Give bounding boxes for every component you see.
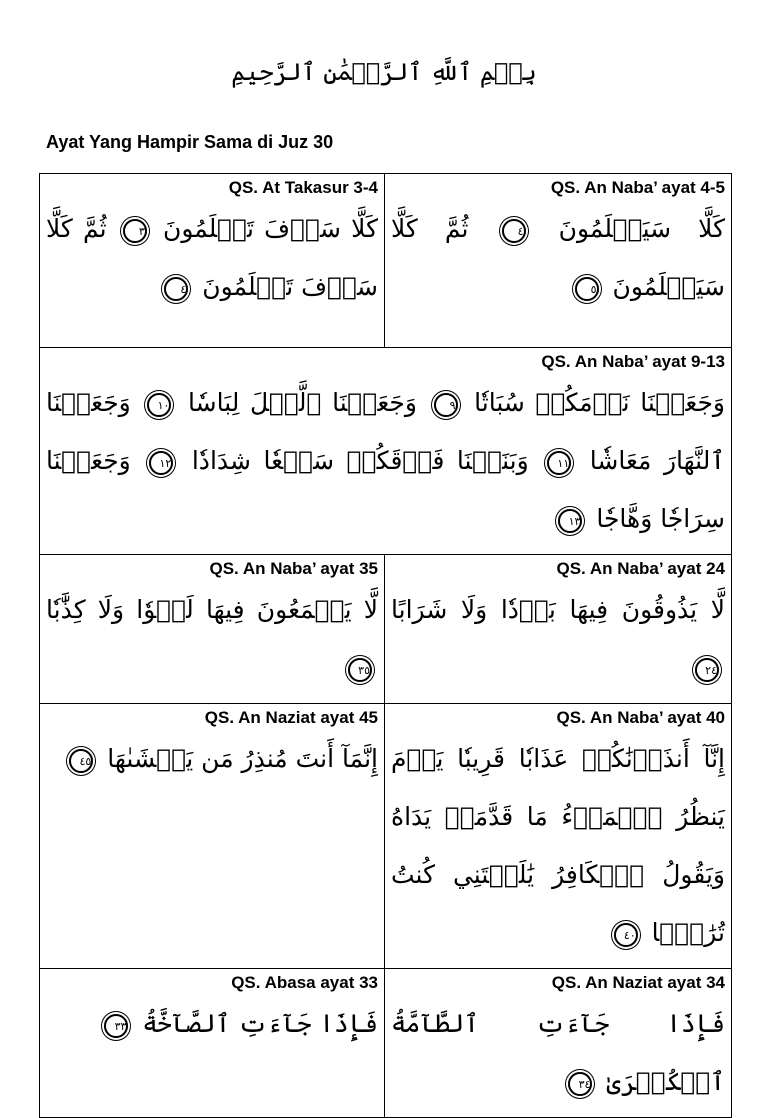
verse-text: كَلَّا سَيَعۡلَمُونَ [558, 214, 725, 243]
surah-reference: QS. An Naziat ayat 45 [204, 708, 378, 727]
verse-cell [385, 969, 732, 1118]
verse-text: وَبَنَيۡنَا فَوۡقَكُمۡ سَبۡعٗا شِدَادٗا [191, 446, 529, 475]
ayah-number-marker: ٣٤ [568, 1072, 592, 1096]
verse-cell [385, 555, 732, 704]
verse-comparison-table [39, 173, 732, 1118]
verse-cell [385, 704, 732, 969]
ayah-number-marker: ١١ [547, 451, 571, 475]
verse-text: كَلَّا سَوۡفَ تَعۡلَمُونَ [162, 214, 378, 243]
ayah-number-marker: ٣٣ [104, 1014, 128, 1038]
arabic-verse-text [46, 200, 378, 316]
verse-cell [40, 555, 385, 704]
ayah-number-marker: ٤ [502, 219, 526, 243]
arabic-verse-text [391, 581, 725, 697]
table-row [40, 348, 732, 555]
surah-reference: QS. Abasa ayat 33 [231, 973, 378, 992]
verse-text: وَجَعَلۡنَا سِرَاجٗا وَهَّاجٗا [46, 446, 725, 533]
verse-text: فَإِذَا جَآءَتِ ٱلطَّآمَّةُ ٱلۡكُبۡرَىٰ [391, 1009, 725, 1096]
verse-cell [40, 174, 385, 348]
surah-reference: QS. An Naba’ ayat 9-13 [541, 352, 725, 371]
arabic-verse-text [391, 995, 725, 1111]
ayah-number-marker: ٣٥ [348, 658, 372, 682]
surah-reference: QS. An Naba’ ayat 24 [556, 559, 725, 578]
ayah-number-marker: ١٢ [149, 451, 173, 475]
verse-text: ثُمَّ كَلَّا سَوۡفَ تَعۡلَمُونَ [46, 214, 378, 301]
table-row [40, 174, 732, 348]
verse-text: فَإِذَا جَآءَتِ ٱلصَّآخَّةُ [142, 1009, 378, 1038]
ayah-number-marker: ٤ [164, 277, 188, 301]
arabic-verse-text [391, 730, 725, 962]
ayah-number-marker: ١٠ [147, 393, 171, 417]
arabic-verse-text [391, 200, 725, 316]
arabic-verse-text [46, 581, 378, 697]
verse-text: وَجَعَلۡنَا ٱلَّيۡلَ لِبَاسٗا [188, 388, 417, 417]
verse-text: إِنَّآ أَنذَرۡنَٰكُمۡ عَذَابٗا قَرِيبٗا يَوۡمَ يَنظُرُ ٱلۡمَرۡءُ مَا قَدَّمَتۡ يَدَاهُ وَيَقُولُ ٱلۡكَافِرُ يَٰلَيۡتَنِي كُنتُ تُرَٰبَۢا [391, 744, 725, 947]
surah-reference: QS. An Naba’ ayat 35 [209, 559, 378, 578]
ayah-number-marker: ٩ [434, 393, 458, 417]
ayah-number-marker: ٣ [123, 219, 147, 243]
surah-reference: QS. An Naba’ ayat 40 [556, 708, 725, 727]
arabic-verse-text [46, 995, 378, 1053]
verse-text: إِنَّمَآ أَنتَ مُنذِرُ مَن يَخۡشَىٰهَا [107, 744, 378, 773]
surah-reference: QS. At Takasur 3-4 [228, 178, 378, 197]
verse-text: ثُمَّ كَلَّا سَيَعۡلَمُونَ [391, 214, 725, 301]
ayah-number-marker: ١٣ [558, 509, 582, 533]
surah-reference: QS. An Naziat ayat 34 [551, 973, 725, 992]
ayah-number-marker: ٥ [575, 277, 599, 301]
verse-text: وَجَعَلۡنَا نَوۡمَكُمۡ سُبَاتٗا [474, 388, 725, 417]
table-row [40, 704, 732, 969]
page-title: Ayat Yang Hampir Sama di Juz 30 [46, 132, 334, 152]
verse-cell [40, 969, 385, 1118]
verse-text: لَّا يَذُوقُونَ فِيهَا بَرۡدٗا وَلَا شَرَابًا [391, 595, 725, 624]
ayah-number-marker: ٤٥ [69, 749, 93, 773]
ayah-number-marker: ٢٤ [695, 658, 719, 682]
verse-cell [385, 174, 732, 348]
ayah-number-marker: ٤٠ [614, 923, 638, 947]
verse-text: وَجَعَلۡنَا ٱلنَّهَارَ مَعَاشٗا [46, 388, 725, 475]
verse-text: لَّا يَسۡمَعُونَ فِيهَا لَغۡوٗا وَلَا كِذَّٰبٗا [46, 595, 378, 624]
verse-cell [40, 348, 732, 555]
table-row [40, 969, 732, 1118]
arabic-verse-text [46, 730, 378, 788]
verse-cell [40, 704, 385, 969]
arabic-verse-text [46, 374, 725, 548]
table-row [40, 555, 732, 704]
basmala: بِسۡمِ ٱللَّهِ ٱلرَّحۡمَٰنِ ٱلرَّحِيمِ [231, 58, 537, 86]
surah-reference: QS. An Naba’ ayat 4-5 [550, 178, 725, 197]
